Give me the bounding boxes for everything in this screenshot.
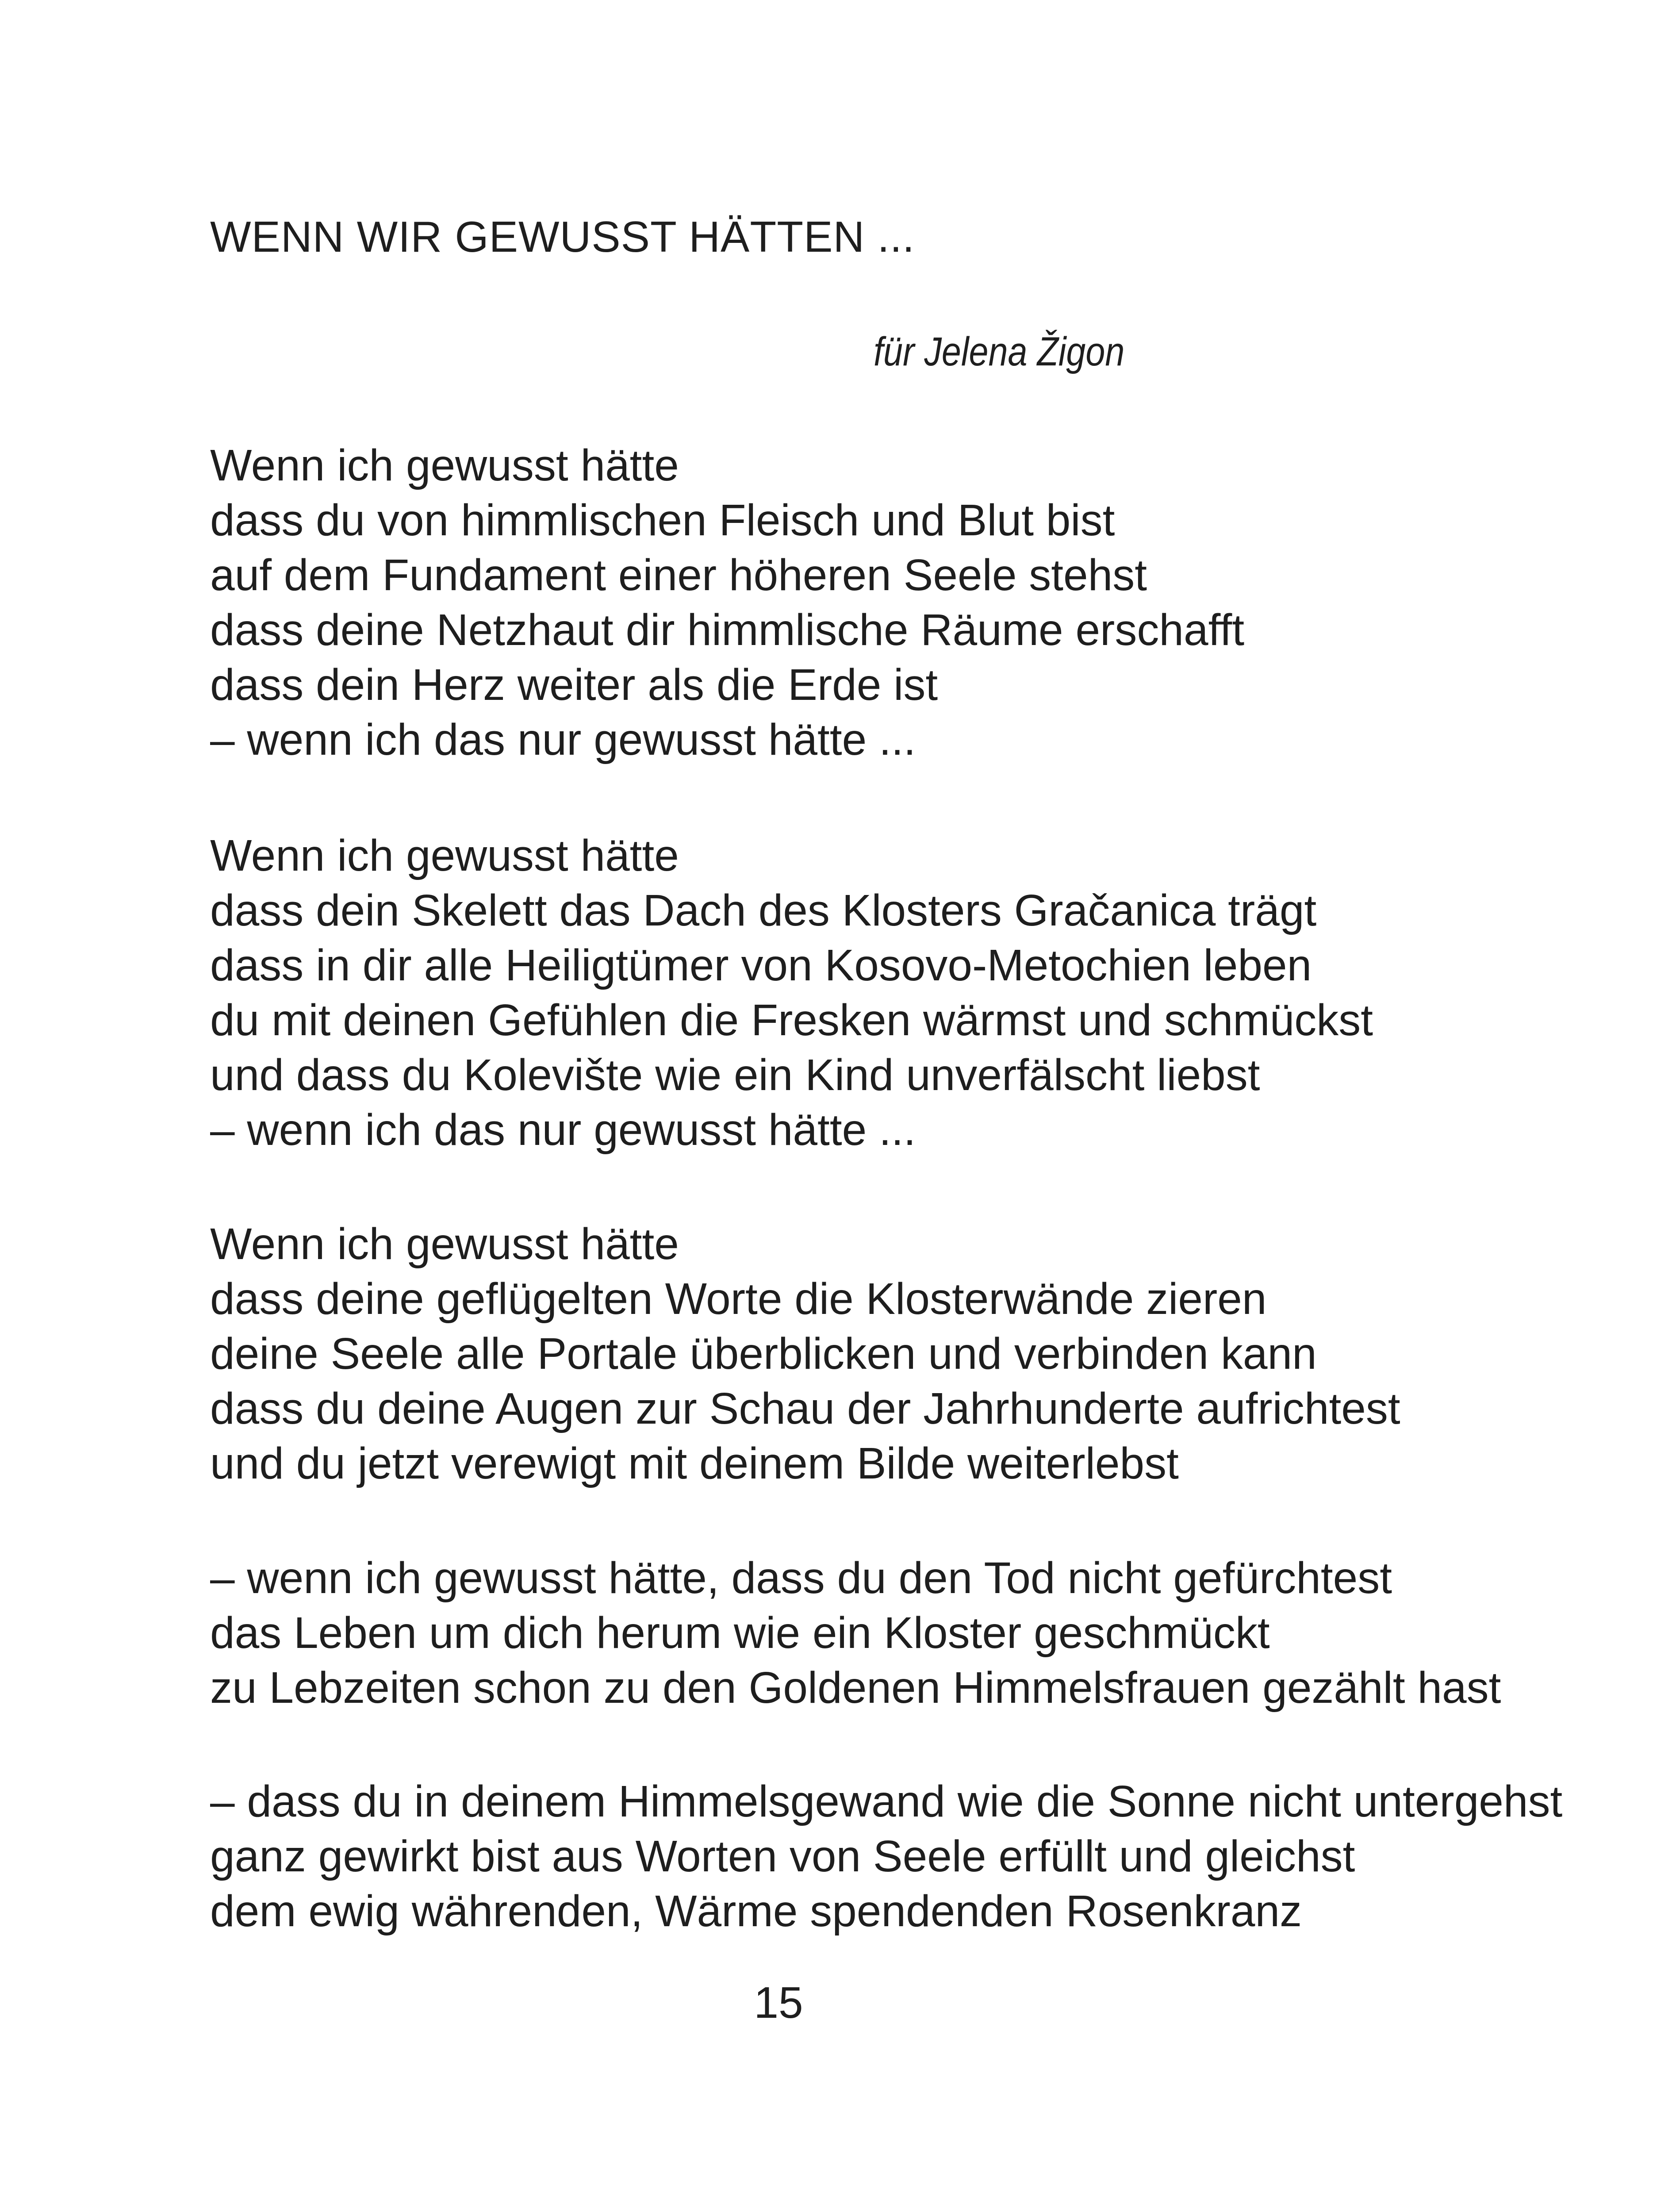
poem-dedication: für Jelena Žigon	[874, 329, 1125, 374]
verse-line: dass du deine Augen zur Schau der Jahrhunderte aufrichtest	[210, 1384, 1400, 1433]
verse-line: – wenn ich gewusst hätte, dass du den Tod nicht gefürchtest	[210, 1553, 1392, 1603]
page-number: 15	[754, 1978, 803, 2028]
verse-line: ganz gewirkt bist aus Worten von Seele erfüllt und gleichst	[210, 1832, 1355, 1881]
verse-line: das Leben um dich herum wie ein Kloster geschmückt	[210, 1608, 1270, 1658]
verse-line: dass dein Skelett das Dach des Klosters Gračanica trägt	[210, 886, 1317, 935]
poem-title: WENN WIR GEWUSST HÄTTEN ...	[210, 212, 915, 261]
verse-line: Wenn ich gewusst hätte	[210, 441, 679, 490]
verse-line: dass deine Netzhaut dir himmlische Räume erschafft	[210, 605, 1245, 655]
verse-line: deine Seele alle Portale überblicken und verbinden kann	[210, 1329, 1317, 1379]
verse-line: dass in dir alle Heiligtümer von Kosovo-Metochien leben	[210, 941, 1312, 990]
verse-line: Wenn ich gewusst hätte	[210, 1219, 679, 1269]
verse-line: dem ewig währenden, Wärme spendenden Rosenkranz	[210, 1886, 1302, 1936]
stanza-4	[210, 1551, 1501, 1715]
verse-line: und dass du Kolevište wie ein Kind unverfälscht liebst	[210, 1050, 1260, 1100]
verse-line: – wenn ich das nur gewusst hätte ...	[210, 715, 916, 764]
verse-line: auf dem Fundament einer höheren Seele stehst	[210, 550, 1147, 600]
verse-line: du mit deinen Gefühlen die Fresken wärmst und schmückst	[210, 995, 1373, 1045]
verse-line: dass deine geflügelten Worte die Klosterwände zieren	[210, 1274, 1267, 1324]
verse-line: zu Lebzeiten schon zu den Goldenen Himmelsfrauen gezählt hast	[210, 1663, 1501, 1713]
verse-line: Wenn ich gewusst hätte	[210, 831, 679, 880]
verse-line: und du jetzt verewigt mit deinem Bilde weiterlebst	[210, 1439, 1179, 1488]
verse-line: dass dein Herz weiter als die Erde ist	[210, 660, 938, 710]
verse-line: – wenn ich das nur gewusst hätte ...	[210, 1105, 916, 1155]
stanza-3	[210, 1217, 1400, 1491]
stanza-1	[210, 438, 1244, 767]
verse-line: dass du von himmlischen Fleisch und Blut bist	[210, 495, 1115, 545]
stanza-5	[210, 1774, 1562, 1939]
verse-line: – dass du in deinem Himmelsgewand wie die Sonne nicht untergehst	[210, 1777, 1563, 1826]
stanza-2	[210, 828, 1373, 1157]
